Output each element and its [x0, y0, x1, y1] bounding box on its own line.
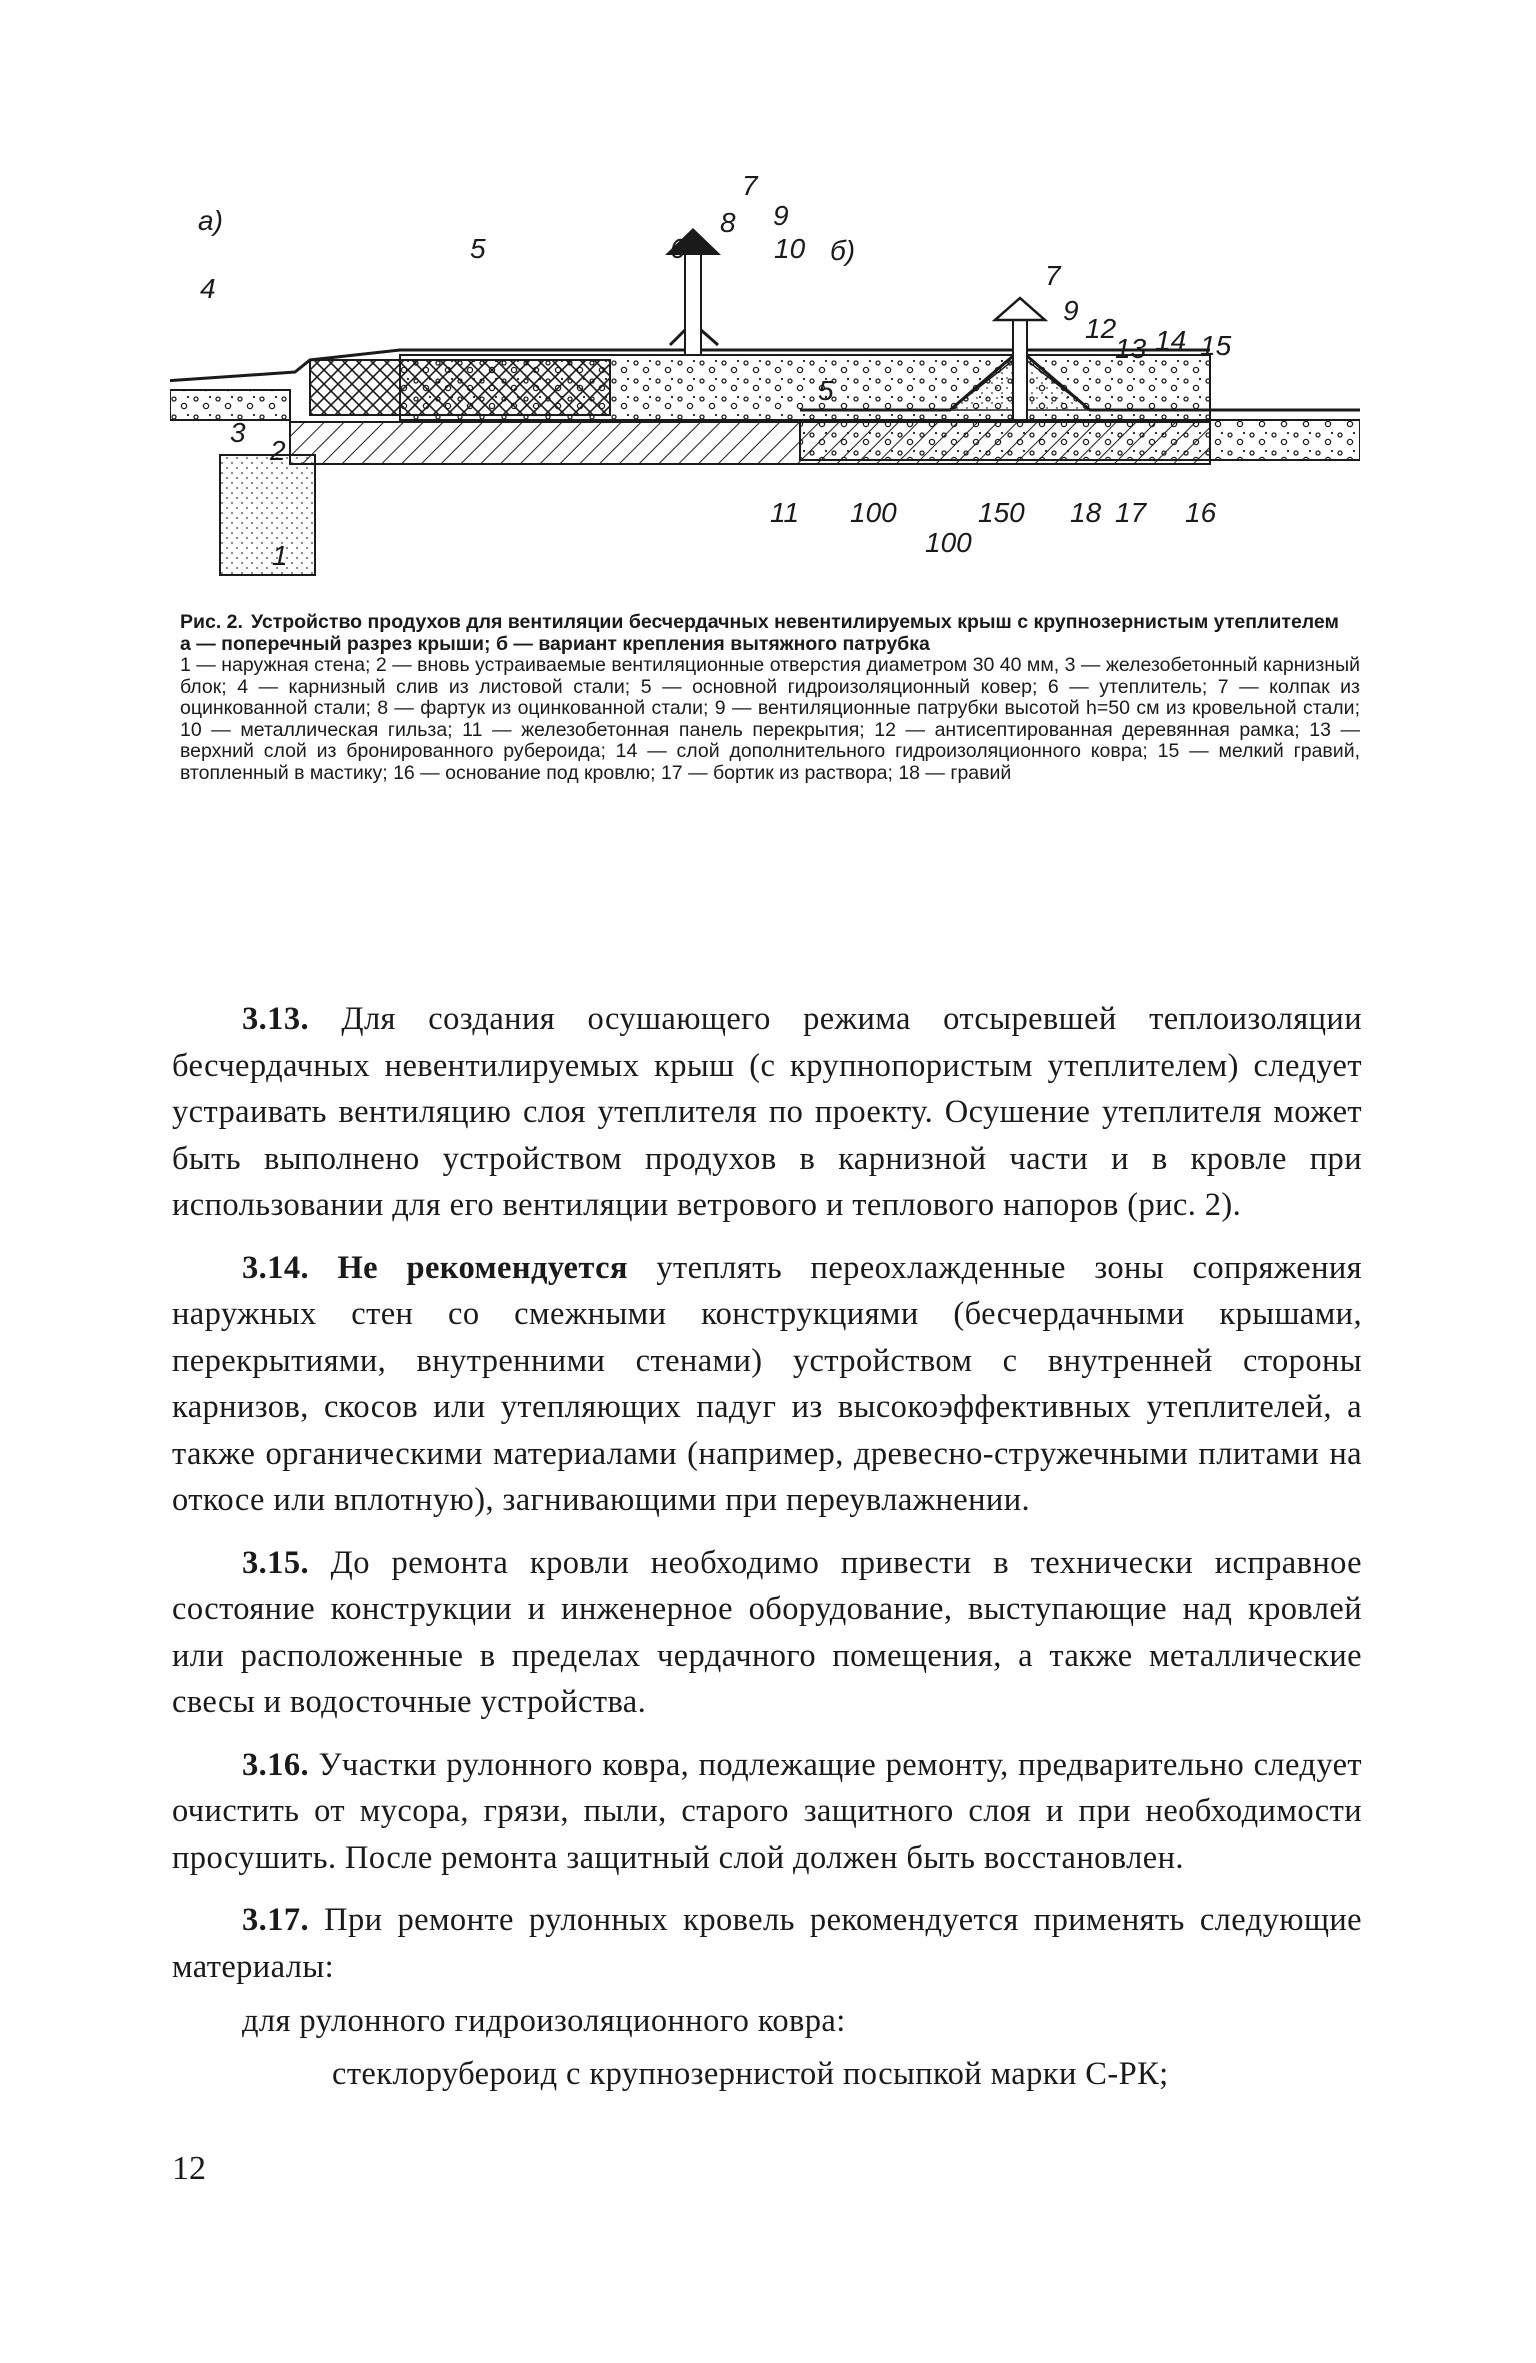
vent-pipe-b [1013, 310, 1027, 420]
callout-4: 4 [200, 273, 216, 304]
paragraph-number: 3.15. [242, 1544, 309, 1581]
callout-b-14: 14 [1155, 325, 1187, 356]
figure-drawing [170, 160, 1360, 590]
paragraph-3-15 [172, 1540, 1362, 1726]
callout-1: 1 [272, 540, 288, 571]
panel-b-label: б) [830, 235, 856, 266]
paragraph-3-14 [172, 1245, 1362, 1524]
paragraph-lead: Не рекомендуется [337, 1249, 628, 1286]
dimension-100-bottom: 100 [925, 527, 972, 558]
roof-section-diagram [170, 160, 1360, 590]
figure-label: Рис. 2. [180, 611, 243, 633]
figure-caption [180, 612, 1360, 784]
paragraph-3-13 [172, 996, 1362, 1229]
paragraph-3-16 [172, 1742, 1362, 1882]
materials-intro: для рулонного гидроизоляционного ковра: [242, 2003, 846, 2039]
dimension-100-left: 100 [850, 497, 897, 528]
paragraph-number: 3.13. [242, 1001, 309, 1037]
callout-b-13: 13 [1115, 333, 1147, 364]
callout-b-15: 15 [1200, 330, 1232, 361]
paragraph-number: 3.16. [242, 1746, 309, 1783]
paragraph-text: До ремонта кровли необходимо привести в технически исправное состояние конструкции и инженерное оборудование, выступающие над кровлей или расположенные в пределах чердачного помещения, а также металлические свесы и водосточные устройства. [172, 1544, 1362, 1720]
callout-5: 5 [470, 233, 486, 264]
paragraph-number: 3.17. [242, 1902, 309, 1938]
body-text [172, 996, 1362, 2097]
callout-b-5: 5 [818, 375, 834, 406]
callout-7: 7 [742, 170, 758, 201]
callout-9: 9 [773, 200, 789, 231]
materials-item: стеклорубероид с крупнозернистой посыпкой марки С-РК; [332, 2055, 1169, 2092]
caption-title-line [180, 612, 1360, 634]
callout-6: 6 [670, 233, 686, 264]
vent-pipe [685, 240, 701, 355]
paragraph-3-17 [172, 1897, 1362, 1990]
callout-8: 8 [720, 207, 736, 238]
caption-title: Устройство продухов для вентиляции бесчердачных невентилируемых крыш с крупнозернистым утеплителем [250, 611, 1339, 633]
base-b [800, 420, 1360, 460]
eaves-block [170, 390, 290, 420]
paragraph-number: 3.14. [242, 1249, 309, 1286]
callout-3: 3 [230, 417, 246, 448]
callout-b-17: 17 [1115, 497, 1147, 528]
callout-b-12: 12 [1085, 313, 1117, 344]
paragraph-text: Участки рулонного ковра, подлежащие ремонту, предварительно следует очистить от мусора, грязи, пыли, старого защитного слоя и при необходимости просушить. После ремонта защитный слой должен быть восстановлен. [172, 1746, 1363, 1876]
paragraph-text: При ремонте рулонных кровель рекомендуется применять следующие материалы: [172, 1902, 1363, 1985]
callout-b-18: 18 [1070, 497, 1102, 528]
page-number: 12 [172, 2150, 206, 2187]
callout-b-7: 7 [1045, 260, 1061, 291]
callout-11: 11 [770, 497, 800, 528]
callout-b-16: 16 [1185, 497, 1217, 528]
callout-b-9: 9 [1063, 295, 1079, 326]
callout-2: 2 [270, 435, 286, 466]
paragraph-text: Для создания осушающего режима отсыревшей теплоизоляции бесчердачных невентилируемых крыш (с крупнопористым утеплителем) следует устраивать вентиляцию слоя утеплителя по проекту. Осушение утеплителя может быть выполнено устройством продухов в карнизной части и в кровле при использовании для его вентиляции ветрового и теплового напоров (рис. 2). [172, 1001, 1362, 1223]
dimension-150: 150 [978, 497, 1025, 528]
exterior-wall [220, 455, 315, 575]
vent-cap-b [995, 298, 1045, 320]
caption-subtitle: а — поперечный разрез крыши; б — вариант крепления вытяжного патрубка [180, 632, 930, 655]
panel-a-label: а) [198, 205, 223, 236]
callout-10: 10 [774, 233, 806, 264]
paragraph-text: утеплять переохлажденные зоны сопряжения наружных стен со смежными конструкциями (бесчердачными крышами, перекрытиями, внутренними стенами) устройством с внутренней стороны карнизов, скосов или утепляющих падуг из высокоэффективных утеплителей, а также органическими материалами (например, древесно-стружечными плитами на откосе или вплотную), загнивающими при переувлажнении. [172, 1249, 1363, 1518]
caption-legend: 1 — наружная стена; 2 — вновь устраиваемые вентиляционные отверстия диаметром 30 40 мм, 3 — железобетонный карнизный блок; 4 — карнизный слив из листовой стали; 5 — основной гидроизоляционный ковер; 6 — утеплитель; 7 — колпак из оцинкованной стали; 8 — фартук из оцинкованной стали; 9 — вентиляционные патрубки высотой h=50 см из кровельной стали; 10 — металлическая гильза; 11 — железобетонная панель перекрытия; 12 — антисептированная деревянная рамка; 13 — верхний слой из бронированного рубероида; 14 — слой дополнительного гидроизоляционного ковра; 15 — мелкий гравий, втопленный в мастику; 16 — основание под кровлю; 17 — бортик из раствора; 18 — гравий [180, 654, 1360, 784]
